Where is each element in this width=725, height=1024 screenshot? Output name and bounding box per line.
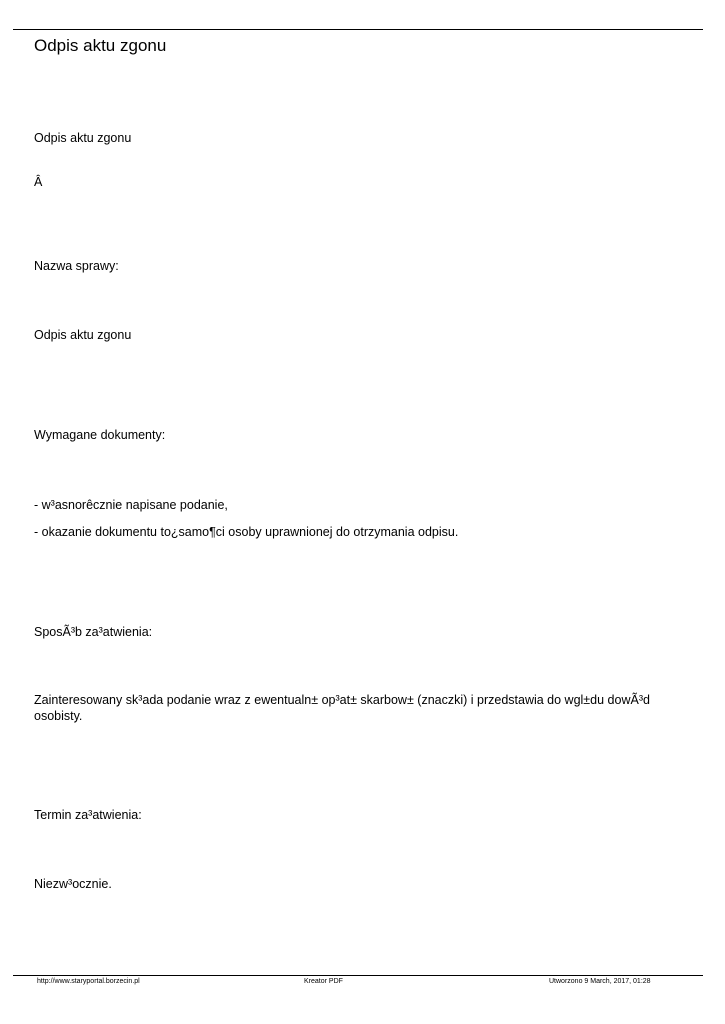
intro-text: Odpis aktu zgonu [34, 131, 132, 145]
footer-rule [13, 975, 703, 976]
footer-generator: Kreator PDF [304, 978, 343, 985]
section-label-required-documents: Wymagane dokumenty: [34, 428, 166, 442]
case-name-value: Odpis aktu zgonu [34, 328, 132, 342]
section-label-deadline: Termin za³atwienia: [34, 808, 142, 822]
footer-created-date: Utworzono 9 March, 2017, 01:28 [549, 978, 651, 985]
footer-url-link[interactable]: http://www.staryportal.borzecin.pl [37, 978, 140, 985]
section-label-procedure: SposÃ³b za³atwienia: [34, 625, 153, 639]
header-rule [13, 29, 703, 30]
page-title: Odpis aktu zgonu [34, 36, 167, 55]
section-label-case-name: Nazwa sprawy: [34, 259, 119, 273]
required-document-item: - w³asnorêcznie napisane podanie, [34, 498, 228, 512]
procedure-description: Zainteresowany sk³ada podanie wraz z ewentualn± op³at± skarbow± (znaczki) i przedstawia do wgl±du dowÃ³d osobisty. [34, 693, 650, 723]
required-document-item: - okazanie dokumentu to¿samo¶ci osoby uprawnionej do otrzymania odpisu. [34, 525, 459, 539]
stray-character: Â [34, 175, 43, 189]
deadline-value: Niezw³ocznie. [34, 877, 112, 891]
